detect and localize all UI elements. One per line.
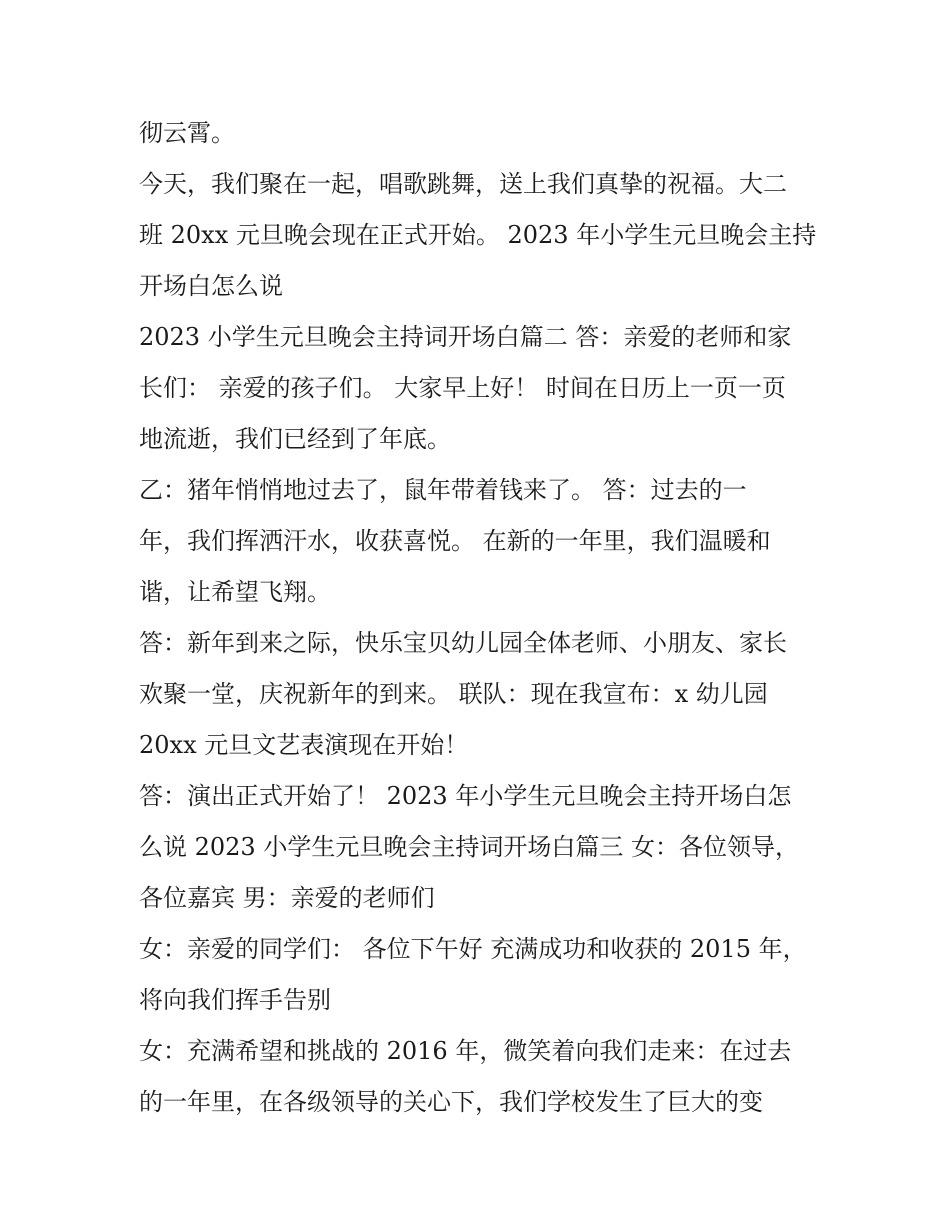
text-line: 答：演出正式开始了！ 2023 年小学生元旦晚会主持开场白怎: [139, 782, 792, 810]
text-line: 欢聚一堂，庆祝新年的到来。 联队：现在我宣布：x 幼儿园: [139, 680, 768, 708]
text-line: 乙：猪年悄悄地过去了，鼠年带着钱来了。 答：过去的一: [139, 476, 747, 504]
text-line: 今天，我们聚在一起，唱歌跳舞，送上我们真挚的祝福。大二: [139, 170, 787, 198]
text-line: 彻云霄。: [139, 119, 235, 147]
text-line: 答：新年到来之际，快乐宝贝幼儿园全体老师、小朋友、家长: [139, 629, 787, 657]
text-line: 各位嘉宾 男：亲爱的老师们: [139, 884, 435, 912]
text-line: 地流逝，我们已经到了年底。: [139, 425, 451, 453]
text-line: 20xx 元旦文艺表演现在开始！: [139, 731, 469, 759]
text-line: 女：亲爱的同学们： 各位下午好 充满成功和收获的 2015 年，: [139, 935, 807, 963]
text-line: 将向我们挥手告别: [139, 986, 331, 1014]
text-line: 班 20xx 元旦晚会现在正式开始。 2023 年小学生元旦晚会主持: [139, 221, 817, 249]
text-line: 年，我们挥洒汗水，收获喜悦。 在新的一年里，我们温暖和: [139, 527, 771, 555]
text-line: 2023 小学生元旦晚会主持词开场白篇二 答：亲爱的老师和家: [139, 323, 792, 351]
text-line: 的一年里，在各级领导的关心下，我们学校发生了巨大的变: [139, 1088, 763, 1116]
text-line: 长们： 亲爱的孩子们。 大家早上好！ 时间在日历上一页一页: [139, 374, 786, 402]
document-body: [139, 108, 829, 1128]
text-line: 女：充满希望和挑战的 2016 年，微笑着向我们走来：在过去: [139, 1037, 792, 1065]
text-line: 开场白怎么说: [139, 272, 283, 300]
text-line: 谐，让希望飞翔。: [139, 578, 331, 606]
text-line: 么说 2023 小学生元旦晚会主持词开场白篇三 女：各位领导，: [139, 833, 799, 861]
